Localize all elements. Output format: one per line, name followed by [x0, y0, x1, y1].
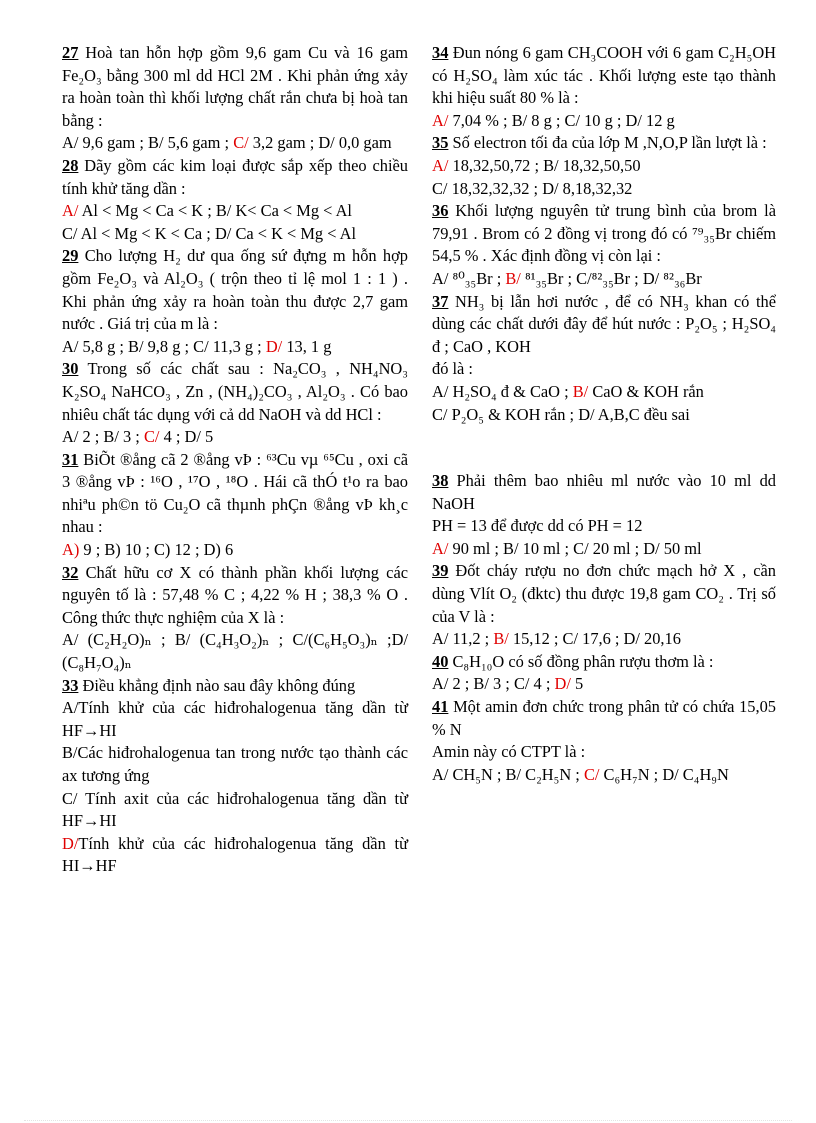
question-text-line: PH = 13 để được dd có PH = 12: [432, 516, 643, 536]
question-31: [62, 449, 408, 539]
question-number: 31: [62, 449, 79, 469]
question-number: 41: [432, 697, 449, 717]
answer-option-a: A/Tính khử của các hiđrohalogenua tăng dần từ HF→HI: [62, 698, 408, 740]
answer-options: [62, 223, 408, 246]
options-text: A/ 5,8 g ; B/ 9,8 g ; C/ 11,3 g ;: [62, 336, 266, 356]
question-text: NH₃ bị lẫn hơi nước , để có NH₃ khan có thể dùng các chất dưới đây để hút nước : P₂O₅ ; H₂SO₄ đ ; CaO , KOH: [432, 291, 776, 356]
question-number: 35: [432, 133, 449, 153]
options-text: A/ (C₂H₂O)ₙ ; B/ (C₄H₃O₂)ₙ ; C/(C₆H₅O₃)ₙ ;D/ (C₈H₇O₄)ₙ: [62, 630, 408, 673]
question-33: [62, 675, 408, 698]
correct-answer-marker: C/: [583, 764, 600, 784]
answer-options: [432, 155, 776, 178]
spacer: [432, 426, 776, 470]
answer-options: [62, 539, 408, 562]
options-text: A/ CH₅N ; B/ C₂H₅N ;: [432, 764, 584, 784]
options-text: A/ ⁸⁰₃₅Br ;: [432, 268, 506, 288]
question-text-line: đó là :: [432, 359, 473, 379]
answer-options: [432, 110, 776, 133]
left-column: [62, 42, 408, 878]
options-text: C/ 18,32,32,32 ; D/ 8,18,32,32: [432, 178, 633, 198]
question-text: BiÕt ®ång cã 2 ®ång vÞ : ⁶³Cu vµ ⁶⁵Cu , oxi cã 3 ®ång vÞ : ¹⁶O , ¹⁷O , ¹⁸O . Hái cã thÓ t¹o ra bao nhiªu ph©n tö Cu₂O cã thµnh phÇn ®ång vÞ kh¸c nhau :: [62, 449, 408, 537]
answer-option-b: B/Các hiđrohalogenua tan trong nước tạo thành các ax tương ứng: [62, 743, 408, 785]
question-text: C₈H₁₀O có số đồng phân rượu thơm là :: [448, 651, 714, 671]
answer-options: [432, 764, 776, 787]
answer-options: [432, 268, 776, 291]
question-text-line: Amin này có CTPT là :: [432, 742, 586, 762]
options-text: A/ 9,6 gam ; B/ 5,6 gam ;: [62, 133, 234, 153]
answer-options: [432, 628, 776, 651]
answer-options: [432, 538, 776, 561]
correct-answer-marker: C/: [233, 133, 249, 153]
question-number: 36: [432, 201, 449, 221]
answer-options: [62, 336, 408, 359]
question-number: 32: [62, 562, 79, 582]
question-39: [432, 560, 776, 628]
answer-options: [432, 178, 776, 201]
question-27: [62, 42, 408, 132]
correct-answer-marker: A): [62, 540, 80, 560]
options-text: 15,12 ; C/ 17,6 ; D/ 20,16: [508, 629, 681, 649]
options-text: C/ P₂O₅ & KOH rắn ; D/ A,B,C đều sai: [432, 404, 690, 424]
options-text: 3,2 gam ; D/ 0,0 gam: [248, 133, 392, 153]
options-text: Al < Mg < Ca < K ; B/ K< Ca < Mg < Al: [78, 201, 352, 221]
question-text: Điều khẳng định nào sau đây không đúng: [78, 675, 356, 695]
question-34: [432, 42, 776, 110]
options-text: C₆H₇N ; D/ C₄H₉N: [599, 764, 729, 784]
answer-options: [62, 200, 408, 223]
question-38: [432, 470, 776, 515]
page-bottom-divider: [24, 1120, 792, 1121]
options-text: 9 ; B) 10 ; C) 12 ; D) 6: [79, 540, 234, 560]
answer-options: [432, 404, 776, 427]
correct-answer-marker: D/: [554, 674, 571, 694]
options-text: 7,04 % ; B/ 8 g ; C/ 10 g ; D/ 12 g: [448, 110, 675, 130]
question-40: [432, 651, 776, 674]
correct-answer-marker: A/: [432, 110, 449, 130]
options-text: CaO & KOH rắn: [588, 381, 704, 401]
answer-option-c: C/ Tính axit của các hiđrohalogenua tăng dần từ HF→HI: [62, 788, 408, 831]
correct-answer-marker: B/: [493, 629, 509, 649]
question-text: Phải thêm bao nhiêu ml nước vào 10 ml dd NaOH: [432, 471, 776, 513]
options-text: C/ Al < Mg < K < Ca ; D/ Ca < K < Mg < Al: [62, 223, 357, 243]
question-text: Số electron tối đa của lớp M ,N,O,P lần lượt là :: [448, 133, 767, 153]
question-text: Đun nóng 6 gam CH₃COOH với 6 gam C₂H₅OH có H₂SO₄ làm xúc tác . Khối lượng este tạo thành khi hiệu suất 80 % là :: [432, 43, 776, 108]
question-number: 37: [432, 291, 449, 311]
options-text: A/ 11,2 ;: [432, 629, 494, 649]
options-text: 90 ml ; B/ 10 ml ; C/ 20 ml ; D/ 50 ml: [448, 538, 702, 558]
question-text: Đốt cháy rượu no đơn chức mạch hở X , cần dùng Vlít O₂ (đktc) thu được 19,8 gam CO₂ . Trị số của V là :: [432, 561, 776, 626]
question-41: [432, 696, 776, 741]
options-text: Tính khử của các hiđrohalogenua tăng dần từ HI→HF: [62, 833, 408, 876]
question-number: 33: [62, 675, 79, 695]
answer-options: [62, 426, 408, 449]
question-text: Cho lượng H₂ dư qua ống sứ đựng m hỗn hợp gồm Fe₂O₃ và Al₂O₃ ( trộn theo tỉ lệ mol 1 : 1 ) . Khi phản ứng xảy ra hoàn toàn thu được 2,7 gam nước . Giá trị của m là :: [62, 246, 408, 334]
options-text: 5: [570, 674, 584, 694]
question-32: [62, 562, 408, 630]
question-number: 38: [432, 471, 449, 491]
answer-options: [432, 381, 776, 404]
question-number: 28: [62, 155, 79, 175]
question-text: Hoà tan hỗn hợp gồm 9,6 gam Cu và 16 gam Fe₂O₃ bằng 300 ml dd HCl 2M . Khi phản ứng xảy ra hoàn toàn thì khối lượng chất rắn chưa bị hoà tan bằng :: [62, 43, 408, 130]
answer-options: [62, 629, 408, 674]
question-text: Trong số các chất sau : Na₂CO₃ , NH₄NO₃ K₂SO₄ NaHCO₃ , Zn , (NH₄)₂CO₃ , Al₂O₃ . Có bao nhiêu chất tác dụng với cả dd NaOH và dd HCl :: [62, 359, 408, 424]
options-text: 13, 1 g: [282, 336, 332, 356]
correct-answer-marker: C/: [143, 427, 160, 447]
question-35: [432, 132, 776, 155]
question-number: 27: [62, 43, 79, 62]
options-text: 4 ; D/ 5: [159, 427, 214, 447]
question-30: [62, 358, 408, 426]
question-number: 34: [432, 43, 449, 62]
question-text: Khối lượng nguyên tử trung bình của brom là 79,91 . Brom có 2 đồng vị trong đó có ⁷⁹₃₅Br chiếm 54,5 % . Xác định đồng vị còn lại :: [432, 201, 776, 266]
question-text: Dãy gồm các kim loại được sắp xếp theo chiều tính khử tăng dần :: [62, 155, 408, 198]
options-text: ⁸¹₃₅Br ; C/⁸²₃₅Br ; D/ ⁸²₃₆Br: [520, 268, 702, 288]
question-29: [62, 245, 408, 335]
answer-options: [62, 132, 408, 155]
question-36: [432, 200, 776, 268]
correct-answer-marker: B/: [572, 381, 589, 401]
options-text: A/ 2 ; B/ 3 ; C/ 4 ;: [432, 674, 555, 694]
question-text: Một amin đơn chức trong phân tử có chứa 15,05 % N: [432, 697, 776, 739]
correct-answer-marker: D/: [62, 833, 79, 853]
correct-answer-marker: A/: [62, 201, 79, 221]
correct-answer-marker: A/: [432, 538, 449, 558]
question-number: 39: [432, 561, 449, 581]
correct-answer-marker: B/: [505, 268, 521, 288]
question-number: 30: [62, 359, 79, 379]
answer-option-d: [62, 833, 408, 878]
right-column: [432, 42, 776, 786]
options-text: A/ H₂SO₄ đ & CaO ;: [432, 381, 573, 401]
question-number: 40: [432, 651, 449, 671]
correct-answer-marker: A/: [432, 155, 449, 175]
question-number: 29: [62, 246, 79, 266]
options-text: A/ 2 ; B/ 3 ;: [62, 427, 144, 447]
question-text: Chất hữu cơ X có thành phần khối lượng các nguyên tố là : 57,48 % C ; 4,22 % H ; 38,3 % O . Công thức thực nghiệm của X là :: [62, 562, 408, 627]
answer-options: [432, 673, 776, 696]
correct-answer-marker: D/: [265, 336, 283, 356]
question-28: [62, 155, 408, 200]
question-37: [432, 291, 776, 359]
options-text: 18,32,50,72 ; B/ 18,32,50,50: [448, 155, 641, 175]
